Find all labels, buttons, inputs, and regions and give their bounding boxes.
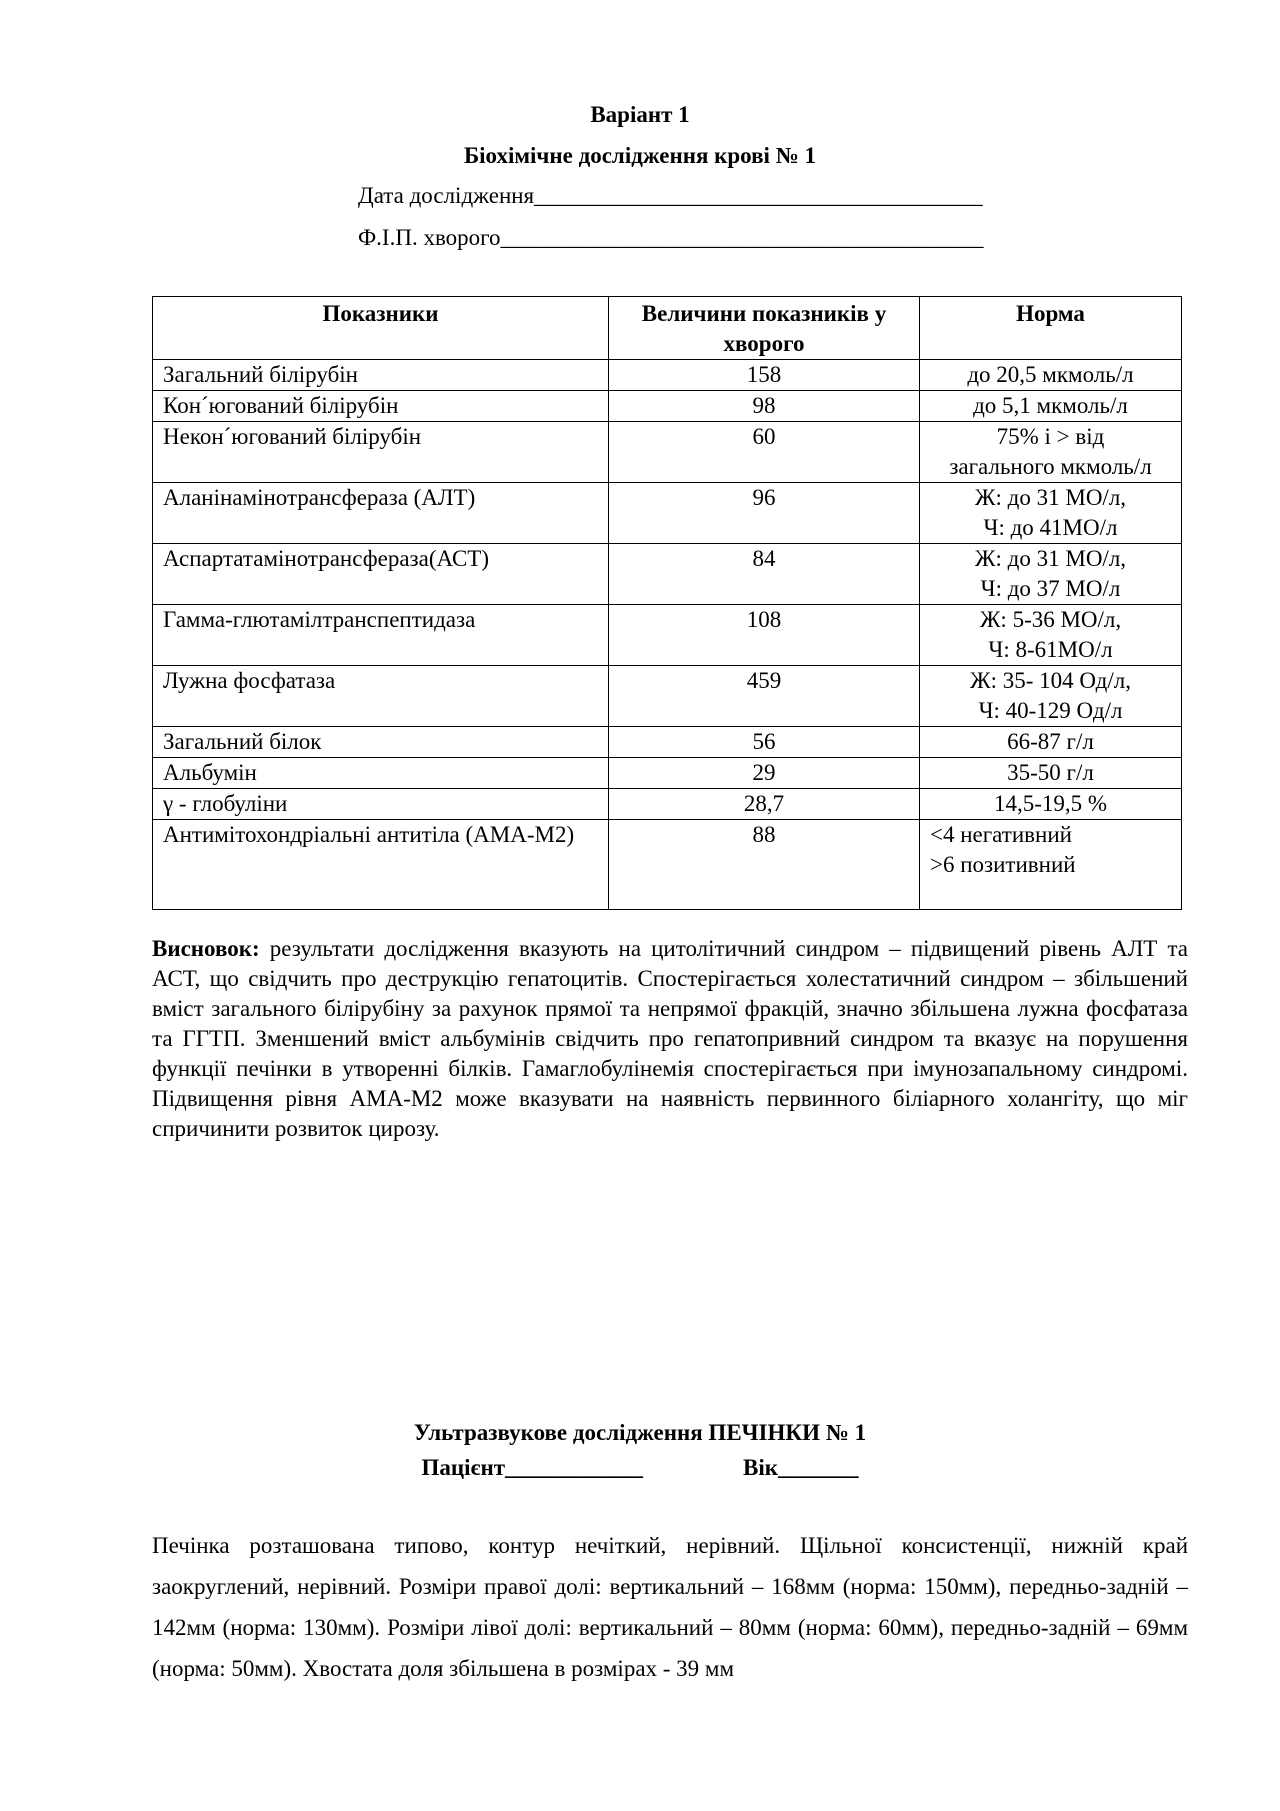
table-row (153, 360, 1182, 391)
indicator-name: γ - глобуліни (153, 789, 609, 820)
indicator-value: 98 (609, 391, 920, 422)
indicator-norm (920, 544, 1182, 605)
ultrasound-patient-label: Пацієнт____________ (421, 1455, 644, 1480)
table-row (153, 789, 1182, 820)
norm-line: 75% і > від (996, 424, 1105, 449)
document-title: Біохімічне дослідження крові № 1 (463, 143, 817, 168)
indicator-value: 88 (609, 820, 920, 910)
table-row (153, 605, 1182, 666)
variant-heading: Варіант 1 (590, 102, 690, 127)
header-value: Величини показників у хворого (609, 297, 920, 360)
norm-line: Ж: до 31 МО/л, (974, 546, 1127, 571)
norm-line: Ж: до 31 МО/л, (974, 485, 1127, 510)
indicator-value: 56 (609, 727, 920, 758)
indicator-name: Кон´югований білірубін (153, 391, 609, 422)
indicator-value: 84 (609, 544, 920, 605)
norm-line: до 20,5 мкмоль/л (967, 362, 1134, 387)
table-row (153, 758, 1182, 789)
indicator-value: 28,7 (609, 789, 920, 820)
norm-line: Ж: 5-36 МО/л, (979, 607, 1122, 632)
patient-name-line: Ф.І.П. хворого__________________________________________ (358, 225, 984, 250)
indicator-value: 96 (609, 483, 920, 544)
table-row (153, 666, 1182, 727)
norm-line: 66-87 г/л (1007, 729, 1094, 754)
indicator-norm (920, 360, 1182, 391)
indicator-norm (920, 422, 1182, 483)
table-row (153, 820, 1182, 910)
date-line: Дата дослідження_______________________________________ (358, 183, 983, 208)
indicator-value: 60 (609, 422, 920, 483)
conclusion-paragraph (152, 934, 1188, 1144)
table-row (153, 544, 1182, 605)
indicator-norm (920, 758, 1182, 789)
indicator-name: Гамма-глютамілтранспептидаза (153, 605, 609, 666)
ultrasound-patient-row (0, 1455, 1280, 1481)
norm-line: загального мкмоль/л (949, 454, 1152, 479)
indicator-value: 108 (609, 605, 920, 666)
norm-line: 35-50 г/л (1007, 760, 1094, 785)
table-header-row (153, 297, 1182, 360)
norm-line: Ч: 8-61МО/л (988, 637, 1113, 662)
indicator-value: 459 (609, 666, 920, 727)
indicator-name: Антимітохондріальні антитіла (АМА-М2) (153, 820, 609, 910)
ultrasound-title: Ультразвукове дослідження ПЕЧІНКИ № 1 (413, 1420, 867, 1445)
lab-results-table (152, 296, 1182, 910)
header-norm: Норма (920, 297, 1182, 360)
indicator-norm (920, 483, 1182, 544)
header-indicator: Показники (153, 297, 609, 360)
indicator-norm (920, 605, 1182, 666)
indicator-name: Аспартатамінотрансфераза(АСТ) (153, 544, 609, 605)
indicator-name: Загальний білок (153, 727, 609, 758)
norm-line: Ж: 35- 104 Од/л, (969, 668, 1132, 693)
table-row (153, 483, 1182, 544)
norm-line: Ч: до 41МО/л (983, 515, 1118, 540)
norm-line: <4 негативний (930, 822, 1072, 847)
indicator-value: 29 (609, 758, 920, 789)
norm-line: >6 позитивний (930, 852, 1076, 877)
indicator-norm (920, 727, 1182, 758)
indicator-name: Загальний білірубін (153, 360, 609, 391)
norm-line: Ч: до 37 МО/л (980, 576, 1121, 601)
conclusion-label: Висновок: (152, 936, 260, 961)
indicator-norm (920, 789, 1182, 820)
indicator-name: Аланінамінотрансфераза (АЛТ) (153, 483, 609, 544)
indicator-name: Альбумін (153, 758, 609, 789)
table-row (153, 391, 1182, 422)
norm-line: Ч: 40-129 Од/л (978, 698, 1123, 723)
indicator-norm (920, 391, 1182, 422)
norm-line: 14,5-19,5 % (993, 791, 1108, 816)
conclusion-text: результати дослідження вказують на цитолітичний синдром – підвищений рівень АЛТ та АСТ, що свідчить про деструкцію гепатоцитів. Спостерігається холестатичний синдром – збільшений вміст загального білірубіну за рахунок прямої та непрямої фракцій, значно збільшена лужна фосфатаза та ГГТП. Зменшений вміст альбумінів свідчить про гепатопривний синдром та вказує на порушення функції печінки в утворенні білків. Гамаглобулінемія спостерігається при імунозапальному синдромі. Підвищення рівня АМА-М2 може вказувати на наявність первинного біліарного холангіту, що міг спричинити розвиток цирозу. (152, 936, 1188, 1141)
indicator-name: Некон´югований білірубін (153, 422, 609, 483)
indicator-name: Лужна фосфатаза (153, 666, 609, 727)
indicator-norm (920, 820, 1182, 910)
indicator-value: 158 (609, 360, 920, 391)
ultrasound-age-label: Вік_______ (743, 1455, 859, 1480)
indicator-norm (920, 666, 1182, 727)
ultrasound-text: Печінка розташована типово, контур нечіткий, нерівний. Щільної консистенції, нижній край заокруглений, нерівний. Розміри правої долі: вертикальний – 168мм (норма: 150мм), передньо-задній – 142мм (норма: 130мм). Розміри лівої долі: вертикальний – 80мм (норма: 60мм), передньо-задній – 69мм (норма: 50мм). Хвостата доля збільшена в розмірах - 39 мм (152, 1533, 1188, 1681)
table-row (153, 422, 1182, 483)
table-row (153, 727, 1182, 758)
norm-line: до 5,1 мкмоль/л (973, 393, 1128, 418)
